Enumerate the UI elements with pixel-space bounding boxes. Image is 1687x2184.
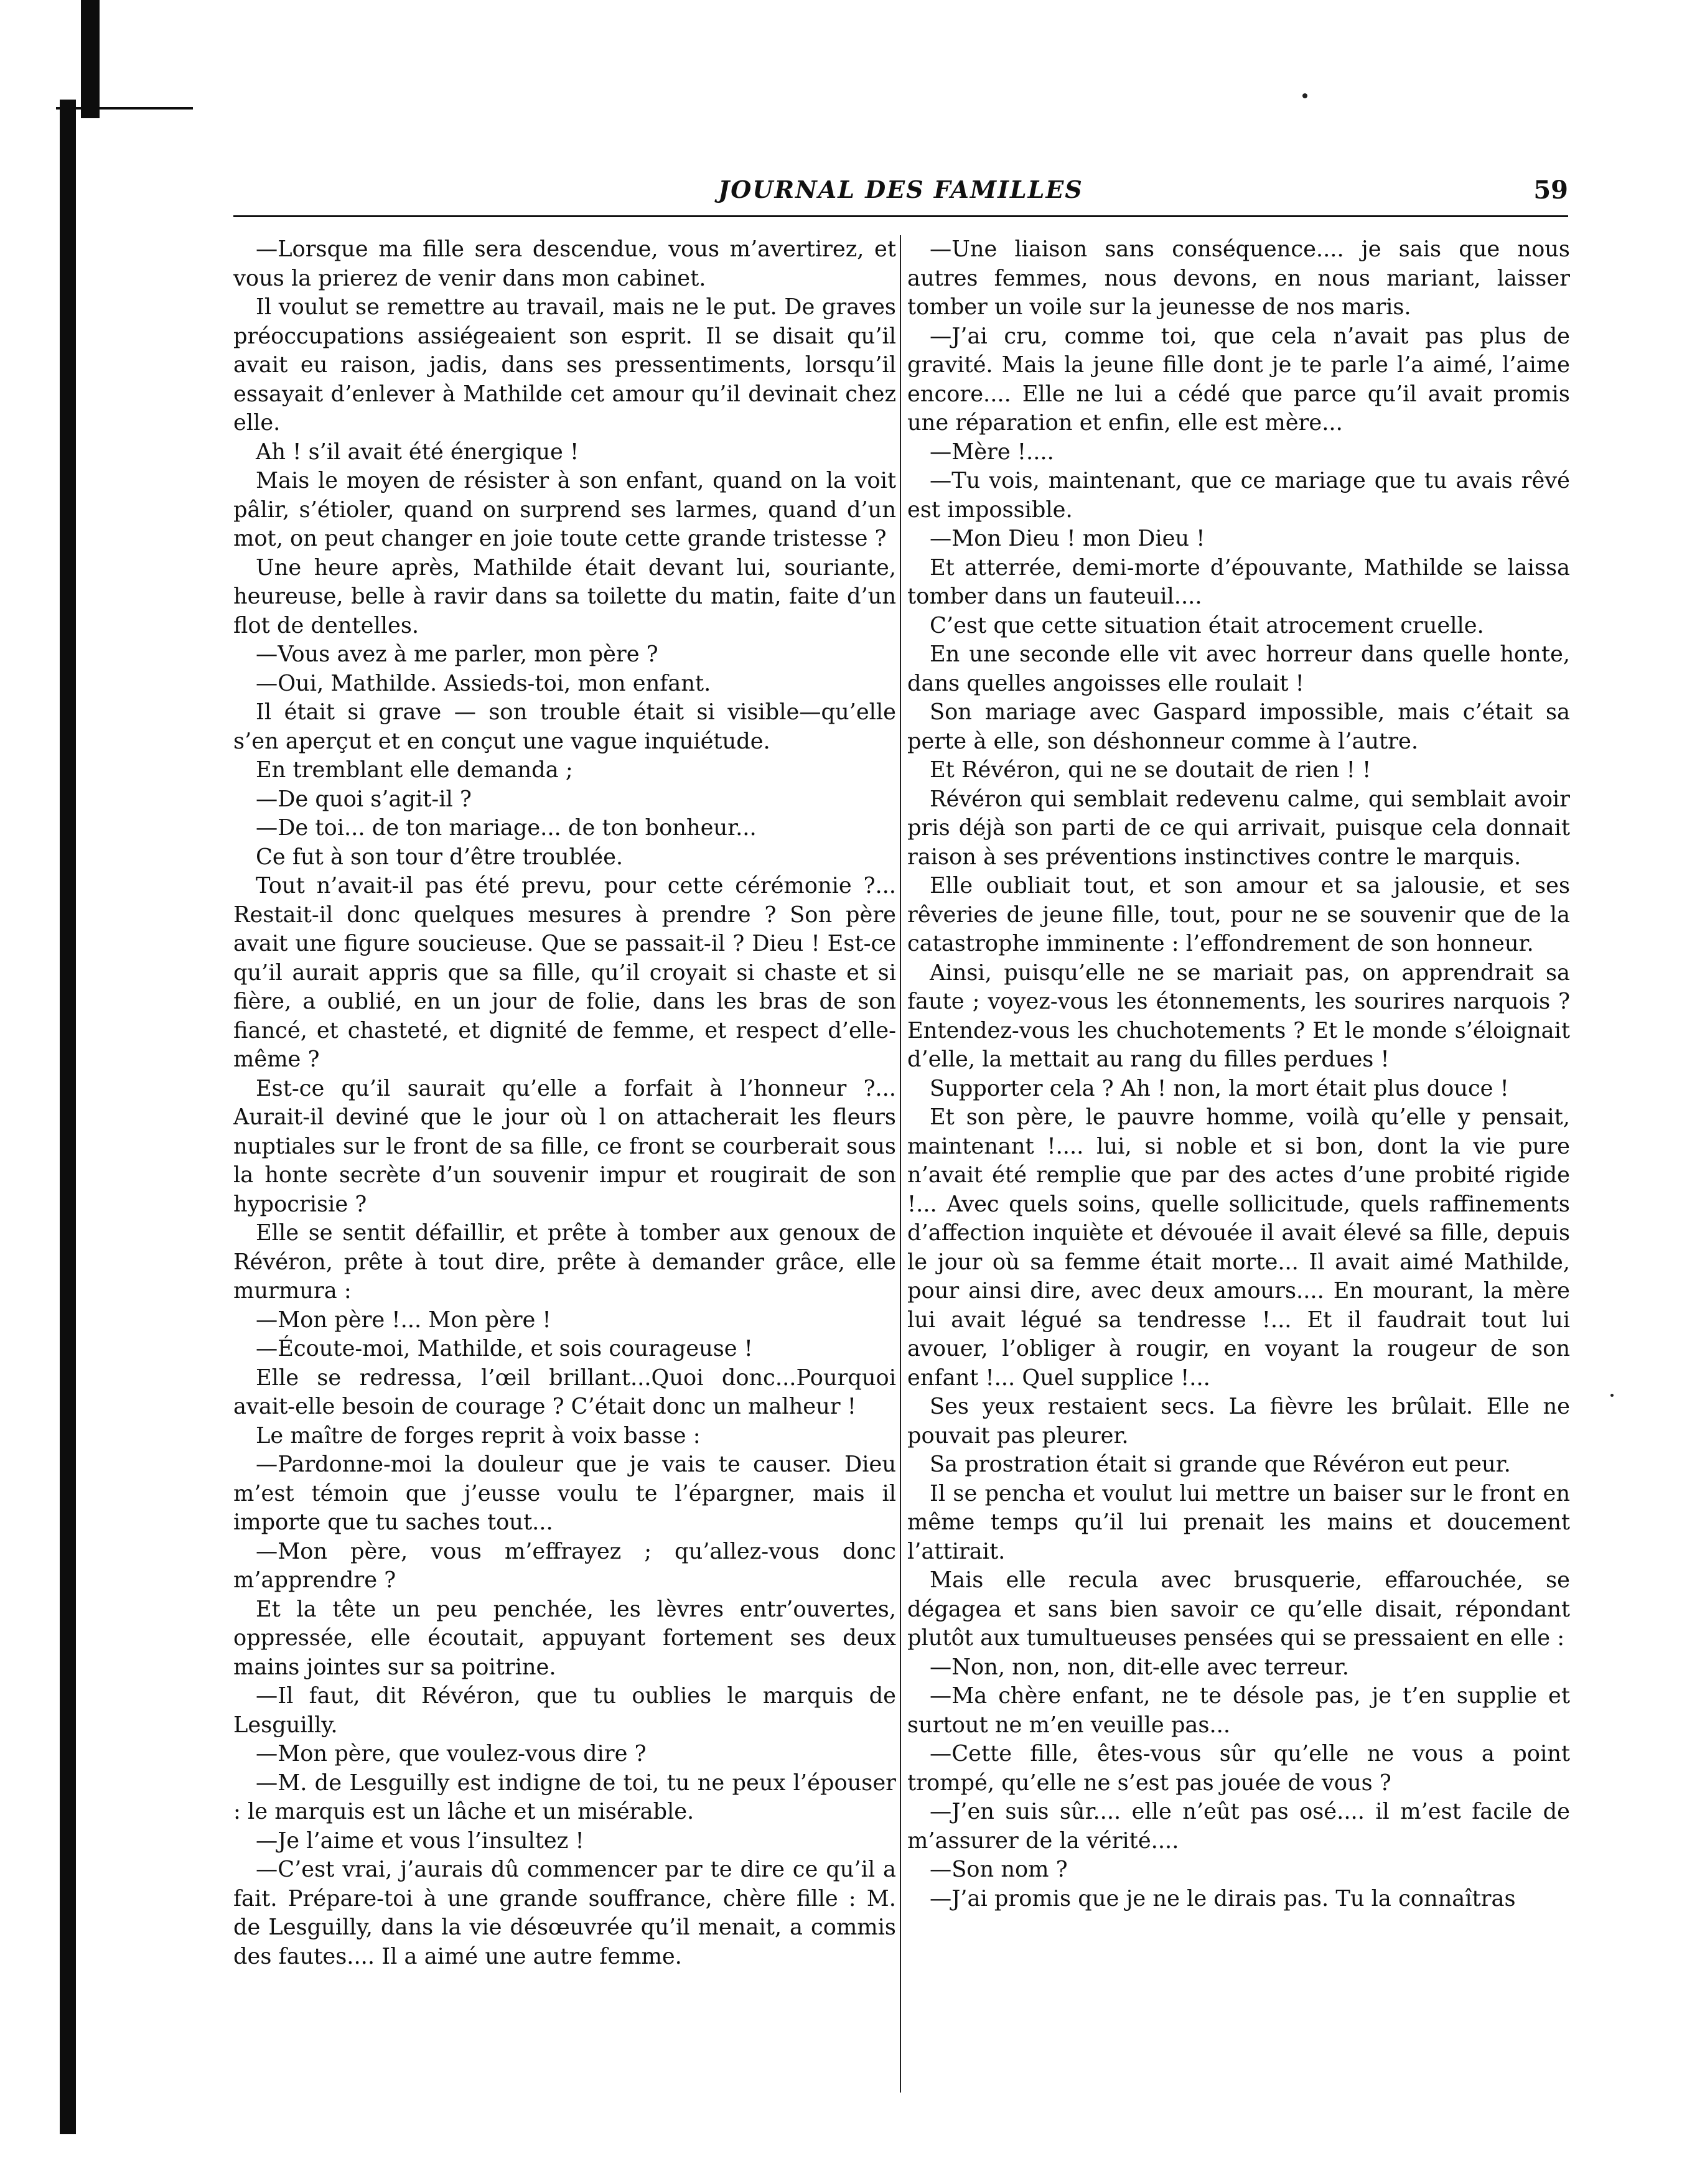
page-number: 59: [1533, 175, 1568, 205]
paragraph: Mais le moyen de résister à son enfant, quand on la voit pâlir, s’étioler, quand on surprend ses larmes, quand d’un mot, on peut changer en joie toute cette grande tristesse ?: [233, 468, 896, 551]
paragraph: —Vous avez à me parler, mon père ?: [256, 642, 658, 667]
page-header: [233, 175, 1568, 219]
paragraph: Supporter cela ? Ah ! non, la mort était plus douce !: [930, 1075, 1509, 1101]
ink-speck: [1610, 1394, 1614, 1397]
paragraph: —De toi... de ton mariage... de ton bonheur...: [256, 815, 757, 841]
paragraph: —Tu vois, maintenant, que ce mariage que tu avais rêvé est impossible.: [907, 468, 1570, 523]
paragraph: Il voulut se remettre au travail, mais ne le put. De graves préoccupations assiégeaient son esprit. Il se disait qu’il avait eu raison, jadis, dans ses pressentiments, lorsqu’il essayait d’enlever à Mathilde cet amour qu’il devinait chez elle.: [233, 294, 896, 436]
paragraph: Et la tête un peu penchée, les lèvres entr’ouvertes, oppressée, elle écoutait, appuyant fortement ses deux mains jointes sur sa poitrine.: [233, 1596, 896, 1680]
paragraph: —Cette fille, êtes-vous sûr qu’elle ne vous a point trompé, qu’elle ne s’est pas jouée de vous ?: [907, 1741, 1570, 1796]
paragraph: —Oui, Mathilde. Assieds-toi, mon enfant.: [256, 670, 711, 696]
header-rule: [233, 215, 1568, 217]
paragraph: Le maître de forges reprit à voix basse :: [256, 1422, 701, 1449]
paragraph: Ses yeux restaient secs. La fièvre les brûlait. Elle ne pouvait pas pleurer.: [907, 1394, 1570, 1449]
paragraph: —Je l’aime et vous l’insultez !: [256, 1827, 584, 1854]
paragraph: Elle se sentit défaillir, et prête à tomber aux genoux de Révéron, prête à tout dire, prête à demander grâce, elle murmura :: [233, 1220, 896, 1304]
paragraph: Il se pencha et voulut lui mettre un baiser sur le front en même temps qu’il lui prenait les mains et doucement l’attirait.: [907, 1480, 1570, 1564]
paragraph: —Pardonne-moi la douleur que je vais te causer. Dieu m’est témoin que j’eusse voulu te l’épargner, mais il importe que tu saches tout...: [233, 1452, 896, 1535]
paragraph: —J’ai cru, comme toi, que cela n’avait pas plus de gravité. Mais la jeune fille dont je te parle l’a aimé, l’aime encore.... Elle ne lui a cédé que parce qu’il avait promis une réparation et enfin, elle est mère...: [907, 323, 1570, 436]
paragraph: —Il faut, dit Révéron, que tu oublies le marquis de Lesguilly.: [233, 1683, 896, 1738]
paragraph: Tout n’avait-il pas été prevu, pour cette cérémonie ?... Restait-il donc quelques mesures à prendre ? Son père avait une figure soucieuse. Que se passait-il ? Dieu ! Est-ce qu’il aurait appris que sa fille, qu’il croyait si chaste et si fière, a oublié, en un jour de folie, dans les bras de son fiancé, et chasteté, et dignité de femme, et respect d’elle-même ?: [233, 873, 896, 1072]
paragraph: —Mon Dieu ! mon Dieu !: [930, 526, 1205, 551]
paragraph: —C’est vrai, j’aurais dû commencer par te dire ce qu’il a fait. Prépare-toi à une grande souffrance, chère fille : M. de Lesguilly, dans la vie désœuvrée qu’il menait, a commis des fautes.... Il a aimé une autre femme.: [233, 1857, 896, 1969]
paragraph: Et son père, le pauvre homme, voilà qu’elle y pensait, maintenant !.... lui, si noble et si bon, dont la vie pure n’avait été remplie que par des actes d’une probité rigide !... Avec quels soins, quelle sollicitude, quels raffinements d’affection inquiète et dévouée il avait élevé sa fille, depuis le jour où sa femme était morte... Il avait aimé Mathilde, pour ainsi dire, avec deux amours.... En mourant, la mère lui avait légué sa tendresse !... Et il faudrait tout lui avouer, l’obliger à rougir, en voyant la rougeur de son enfant !... Quel supplice !...: [907, 1104, 1570, 1391]
left-column: [233, 235, 896, 2096]
paragraph: Une heure après, Mathilde était devant lui, souriante, heureuse, belle à ravir dans sa toilette du matin, faite d’un flot de dentelles.: [233, 554, 896, 638]
paragraph: —Son nom ?: [930, 1857, 1068, 1882]
paragraph: C’est que cette situation était atrocement cruelle.: [930, 612, 1484, 638]
paragraph: Révéron qui semblait redevenu calme, qui semblait avoir pris déjà son parti de ce qui arrivait, puisque cela donnait raison à ses préventions instinctives contre le marquis.: [907, 786, 1570, 870]
binding-edge-top: [81, 0, 100, 118]
paragraph: Elle oubliait tout, et son amour et sa jalousie, et ses rêveries de jeune fille, tout, pour ne se souvenir que de la catastrophe imminente : l’effondrement de son honneur.: [907, 873, 1570, 956]
paragraph: —Mère !....: [930, 439, 1054, 465]
paragraph: —Mon père, vous m’effrayez ; qu’allez-vous donc m’apprendre ?: [233, 1538, 896, 1593]
paragraph: En une seconde elle vit avec horreur dans quelle honte, dans quelles angoisses elle roulait !: [907, 642, 1570, 696]
paragraph: —De quoi s’agit-il ?: [256, 786, 472, 812]
right-column: [907, 235, 1570, 2096]
paragraph: Ainsi, puisqu’elle ne se mariait pas, on apprendrait sa faute ; voyez-vous les étonnements, les sourires narquois ? Entendez-vous les chuchotements ? Et le monde s’éloignait d’elle, la mettait au rang du filles perdues !: [907, 959, 1570, 1072]
paragraph: Et atterrée, demi-morte d’épouvante, Mathilde se laissa tomber dans un fauteuil....: [907, 554, 1570, 609]
running-title: JOURNAL DES FAMILLES: [718, 175, 1083, 203]
paragraph: —Une liaison sans conséquence.... je sais que nous autres femmes, nous devons, en nous mariant, laisser tomber un voile sur la jeunesse de nos maris.: [907, 236, 1570, 320]
paragraph: Elle se redressa, l’œil brillant...Quoi donc...Pourquoi avait-elle besoin de courage ? C’était donc un malheur !: [233, 1365, 896, 1419]
paragraph: —Mon père !... Mon père !: [256, 1307, 551, 1333]
paragraph: —Lorsque ma fille sera descendue, vous m’avertirez, et vous la prierez de venir dans mon cabinet.: [233, 236, 896, 291]
paragraph: —Ma chère enfant, ne te désole pas, je t’en supplie et surtout ne m’en veuille pas...: [907, 1683, 1570, 1738]
paragraph: —Écoute-moi, Mathilde, et sois courageuse !: [256, 1336, 753, 1361]
paragraph: —M. de Lesguilly est indigne de toi, tu ne peux l’épouser : le marquis est un lâche et un misérable.: [233, 1770, 896, 1824]
paragraph: Il était si grave — son trouble était si visible—qu’elle s’en aperçut et en conçut une vague inquiétude.: [233, 699, 896, 754]
paragraph: —Non, non, non, dit-elle avec terreur.: [930, 1654, 1349, 1680]
paragraph: Son mariage avec Gaspard impossible, mais c’était sa perte à elle, son déshonneur comme à l’autre.: [907, 699, 1570, 754]
paragraph: Sa prostration était si grande que Révéron eut peur.: [930, 1452, 1511, 1477]
paragraph: Et Révéron, qui ne se doutait de rien ! !: [930, 757, 1372, 783]
paragraph: Ce fut à son tour d’être troublée.: [256, 844, 624, 870]
paragraph: Mais elle recula avec brusquerie, effarouchée, se dégagea et sans bien savoir ce qu’elle disait, répondant plutôt aux tumultueuses pensées qui se pressaient en elle :: [907, 1567, 1570, 1651]
binding-edge: [60, 100, 76, 2134]
paragraph: Ah ! s’il avait été énergique !: [256, 439, 579, 465]
paragraph: —J’en suis sûr.... elle n’eût pas osé.... il m’est facile de m’assurer de la vérité....: [907, 1799, 1570, 1854]
ink-speck: [1302, 93, 1307, 98]
column-rule: [900, 235, 901, 2093]
paragraph: —Mon père, que voulez-vous dire ?: [256, 1741, 647, 1766]
paragraph: Est-ce qu’il saurait qu’elle a forfait à l’honneur ?... Aurait-il deviné que le jour où l on attacherait les fleurs nuptiales sur le front de sa fille, ce front se courberait sous la honte secrète d’un souvenir impur et rougirait de son hypocrisie ?: [233, 1075, 896, 1217]
paragraph: —J’ai promis que je ne le dirais pas. Tu la connaîtras: [930, 1885, 1516, 1911]
binding-tick: [56, 107, 193, 110]
paragraph: En tremblant elle demanda ;: [256, 757, 573, 783]
